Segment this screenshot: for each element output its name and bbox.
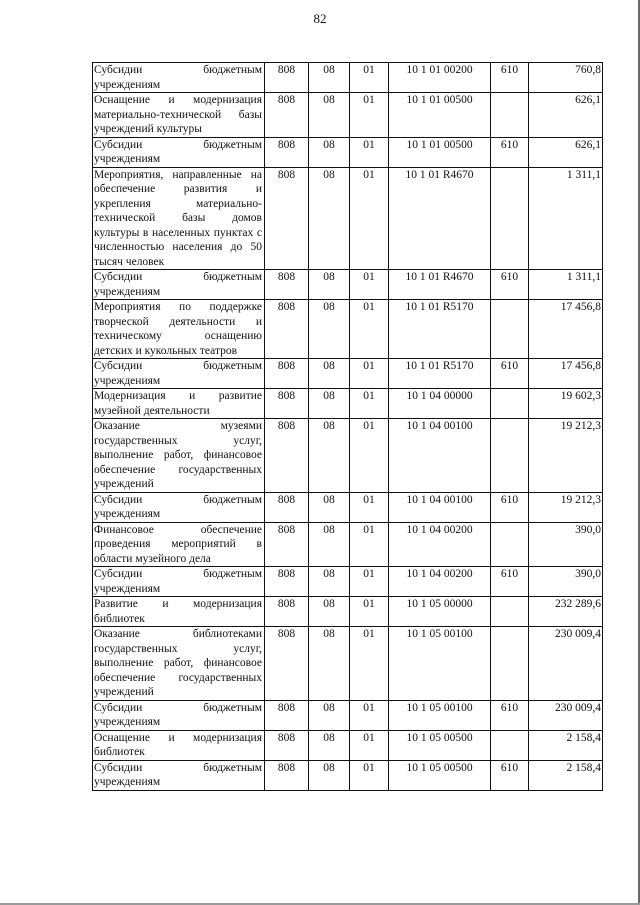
section-code: 08 (309, 700, 350, 730)
table-body (93, 63, 603, 791)
ministry-code: 808 (265, 730, 309, 760)
section-code: 08 (309, 730, 350, 760)
section-code: 08 (309, 419, 350, 493)
amount: 19 212,3 (529, 492, 603, 522)
amount: 19 602,3 (529, 389, 603, 419)
row-name: Оснащение и модернизация материально-технической базы учреждений культуры (93, 93, 265, 138)
row-name: Субсидии бюджетным учреждениям (93, 270, 265, 300)
section-code: 08 (309, 137, 350, 167)
table-row (93, 389, 603, 419)
amount: 1 311,1 (529, 167, 603, 270)
ministry-code: 808 (265, 522, 309, 567)
subsection-code: 01 (350, 137, 389, 167)
amount: 19 212,3 (529, 419, 603, 493)
subsection-code: 01 (350, 567, 389, 597)
expense-type-code (491, 300, 529, 359)
ministry-code: 808 (265, 597, 309, 627)
ministry-code: 808 (265, 627, 309, 701)
expense-type-code: 610 (491, 700, 529, 730)
amount: 17 456,8 (529, 359, 603, 389)
expense-type-code (491, 597, 529, 627)
table-row (93, 63, 603, 93)
subsection-code: 01 (350, 359, 389, 389)
expense-type-code (491, 522, 529, 567)
budget-table (92, 62, 603, 791)
expense-type-code: 610 (491, 492, 529, 522)
row-name: Оказание музеями государственных услуг, выполнение работ, финансовое обеспечение государственных учреждений (93, 419, 265, 493)
target-article-code: 10 1 04 00200 (389, 522, 491, 567)
section-code: 08 (309, 300, 350, 359)
expense-type-code (491, 167, 529, 270)
expense-type-code (491, 419, 529, 493)
target-article-code: 10 1 05 00100 (389, 700, 491, 730)
target-article-code: 10 1 04 00000 (389, 389, 491, 419)
amount: 230 009,4 (529, 627, 603, 701)
page-number: 82 (313, 11, 327, 26)
ministry-code: 808 (265, 700, 309, 730)
row-name: Финансовое обеспечение проведения мероприятий в области музейного дела (93, 522, 265, 567)
subsection-code: 01 (350, 627, 389, 701)
ministry-code: 808 (265, 93, 309, 138)
subsection-code: 01 (350, 270, 389, 300)
table-row (93, 730, 603, 760)
target-article-code: 10 1 04 00200 (389, 567, 491, 597)
ministry-code: 808 (265, 137, 309, 167)
table-row (93, 700, 603, 730)
subsection-code: 01 (350, 760, 389, 790)
table-row (93, 492, 603, 522)
target-article-code: 10 1 01 R5170 (389, 359, 491, 389)
section-code: 08 (309, 492, 350, 522)
row-name: Субсидии бюджетным учреждениям (93, 492, 265, 522)
subsection-code: 01 (350, 167, 389, 270)
ministry-code: 808 (265, 63, 309, 93)
expense-type-code (491, 627, 529, 701)
target-article-code: 10 1 05 00000 (389, 597, 491, 627)
section-code: 08 (309, 93, 350, 138)
subsection-code: 01 (350, 730, 389, 760)
expense-type-code (491, 730, 529, 760)
row-name: Модернизация и развитие музейной деятельности (93, 389, 265, 419)
subsection-code: 01 (350, 597, 389, 627)
row-name: Субсидии бюджетным учреждениям (93, 567, 265, 597)
table-row (93, 597, 603, 627)
table-row (93, 270, 603, 300)
amount: 626,1 (529, 137, 603, 167)
subsection-code: 01 (350, 492, 389, 522)
section-code: 08 (309, 63, 350, 93)
expense-type-code: 610 (491, 359, 529, 389)
amount: 626,1 (529, 93, 603, 138)
subsection-code: 01 (350, 300, 389, 359)
ministry-code: 808 (265, 492, 309, 522)
target-article-code: 10 1 01 00500 (389, 137, 491, 167)
section-code: 08 (309, 359, 350, 389)
amount: 230 009,4 (529, 700, 603, 730)
section-code: 08 (309, 389, 350, 419)
row-name: Субсидии бюджетным учреждениям (93, 137, 265, 167)
table-row (93, 137, 603, 167)
ministry-code: 808 (265, 419, 309, 493)
section-code: 08 (309, 567, 350, 597)
row-name: Оснащение и модернизация библиотек (93, 730, 265, 760)
row-name: Оказание библиотеками государственных услуг, выполнение работ, финансовое обеспечение государственных учреждений (93, 627, 265, 701)
amount: 2 158,4 (529, 730, 603, 760)
target-article-code: 10 1 04 00100 (389, 419, 491, 493)
target-article-code: 10 1 01 R5170 (389, 300, 491, 359)
expense-type-code: 610 (491, 270, 529, 300)
amount: 390,0 (529, 522, 603, 567)
target-article-code: 10 1 01 R4670 (389, 270, 491, 300)
row-name: Субсидии бюджетным учреждениям (93, 359, 265, 389)
amount: 760,8 (529, 63, 603, 93)
table-row (93, 300, 603, 359)
amount: 17 456,8 (529, 300, 603, 359)
subsection-code: 01 (350, 700, 389, 730)
target-article-code: 10 1 04 00100 (389, 492, 491, 522)
table-row (93, 419, 603, 493)
table-row (93, 760, 603, 790)
ministry-code: 808 (265, 270, 309, 300)
target-article-code: 10 1 05 00100 (389, 627, 491, 701)
section-code: 08 (309, 597, 350, 627)
table-row (93, 627, 603, 701)
section-code: 08 (309, 167, 350, 270)
ministry-code: 808 (265, 567, 309, 597)
subsection-code: 01 (350, 389, 389, 419)
ministry-code: 808 (265, 760, 309, 790)
expense-type-code: 610 (491, 567, 529, 597)
amount: 232 289,6 (529, 597, 603, 627)
subsection-code: 01 (350, 522, 389, 567)
ministry-code: 808 (265, 167, 309, 270)
amount: 2 158,4 (529, 760, 603, 790)
section-code: 08 (309, 522, 350, 567)
expense-type-code (491, 93, 529, 138)
section-code: 08 (309, 760, 350, 790)
subsection-code: 01 (350, 93, 389, 138)
amount: 1 311,1 (529, 270, 603, 300)
row-name: Субсидии бюджетным учреждениям (93, 700, 265, 730)
subsection-code: 01 (350, 63, 389, 93)
ministry-code: 808 (265, 389, 309, 419)
expense-type-code (491, 389, 529, 419)
section-code: 08 (309, 270, 350, 300)
table-row (93, 522, 603, 567)
table-row (93, 167, 603, 270)
target-article-code: 10 1 05 00500 (389, 760, 491, 790)
row-name: Субсидии бюджетным учреждениям (93, 63, 265, 93)
ministry-code: 808 (265, 359, 309, 389)
table-row (93, 93, 603, 138)
target-article-code: 10 1 05 00500 (389, 730, 491, 760)
section-code: 08 (309, 627, 350, 701)
table-row (93, 567, 603, 597)
expense-type-code: 610 (491, 760, 529, 790)
target-article-code: 10 1 01 00200 (389, 63, 491, 93)
expense-type-code: 610 (491, 137, 529, 167)
ministry-code: 808 (265, 300, 309, 359)
row-name: Субсидии бюджетным учреждениям (93, 760, 265, 790)
expense-type-code: 610 (491, 63, 529, 93)
subsection-code: 01 (350, 419, 389, 493)
row-name: Мероприятия по поддержке творческой деятельности и техническому оснащению детских и кукольных театров (93, 300, 265, 359)
row-name: Мероприятия, направленные на обеспечение развития и укрепления материально-технической базы домов культуры в населенных пунктах с численностью населения до 50 тысяч человек (93, 167, 265, 270)
table-row (93, 359, 603, 389)
amount: 390,0 (529, 567, 603, 597)
target-article-code: 10 1 01 00500 (389, 93, 491, 138)
row-name: Развитие и модернизация библиотек (93, 597, 265, 627)
target-article-code: 10 1 01 R4670 (389, 167, 491, 270)
